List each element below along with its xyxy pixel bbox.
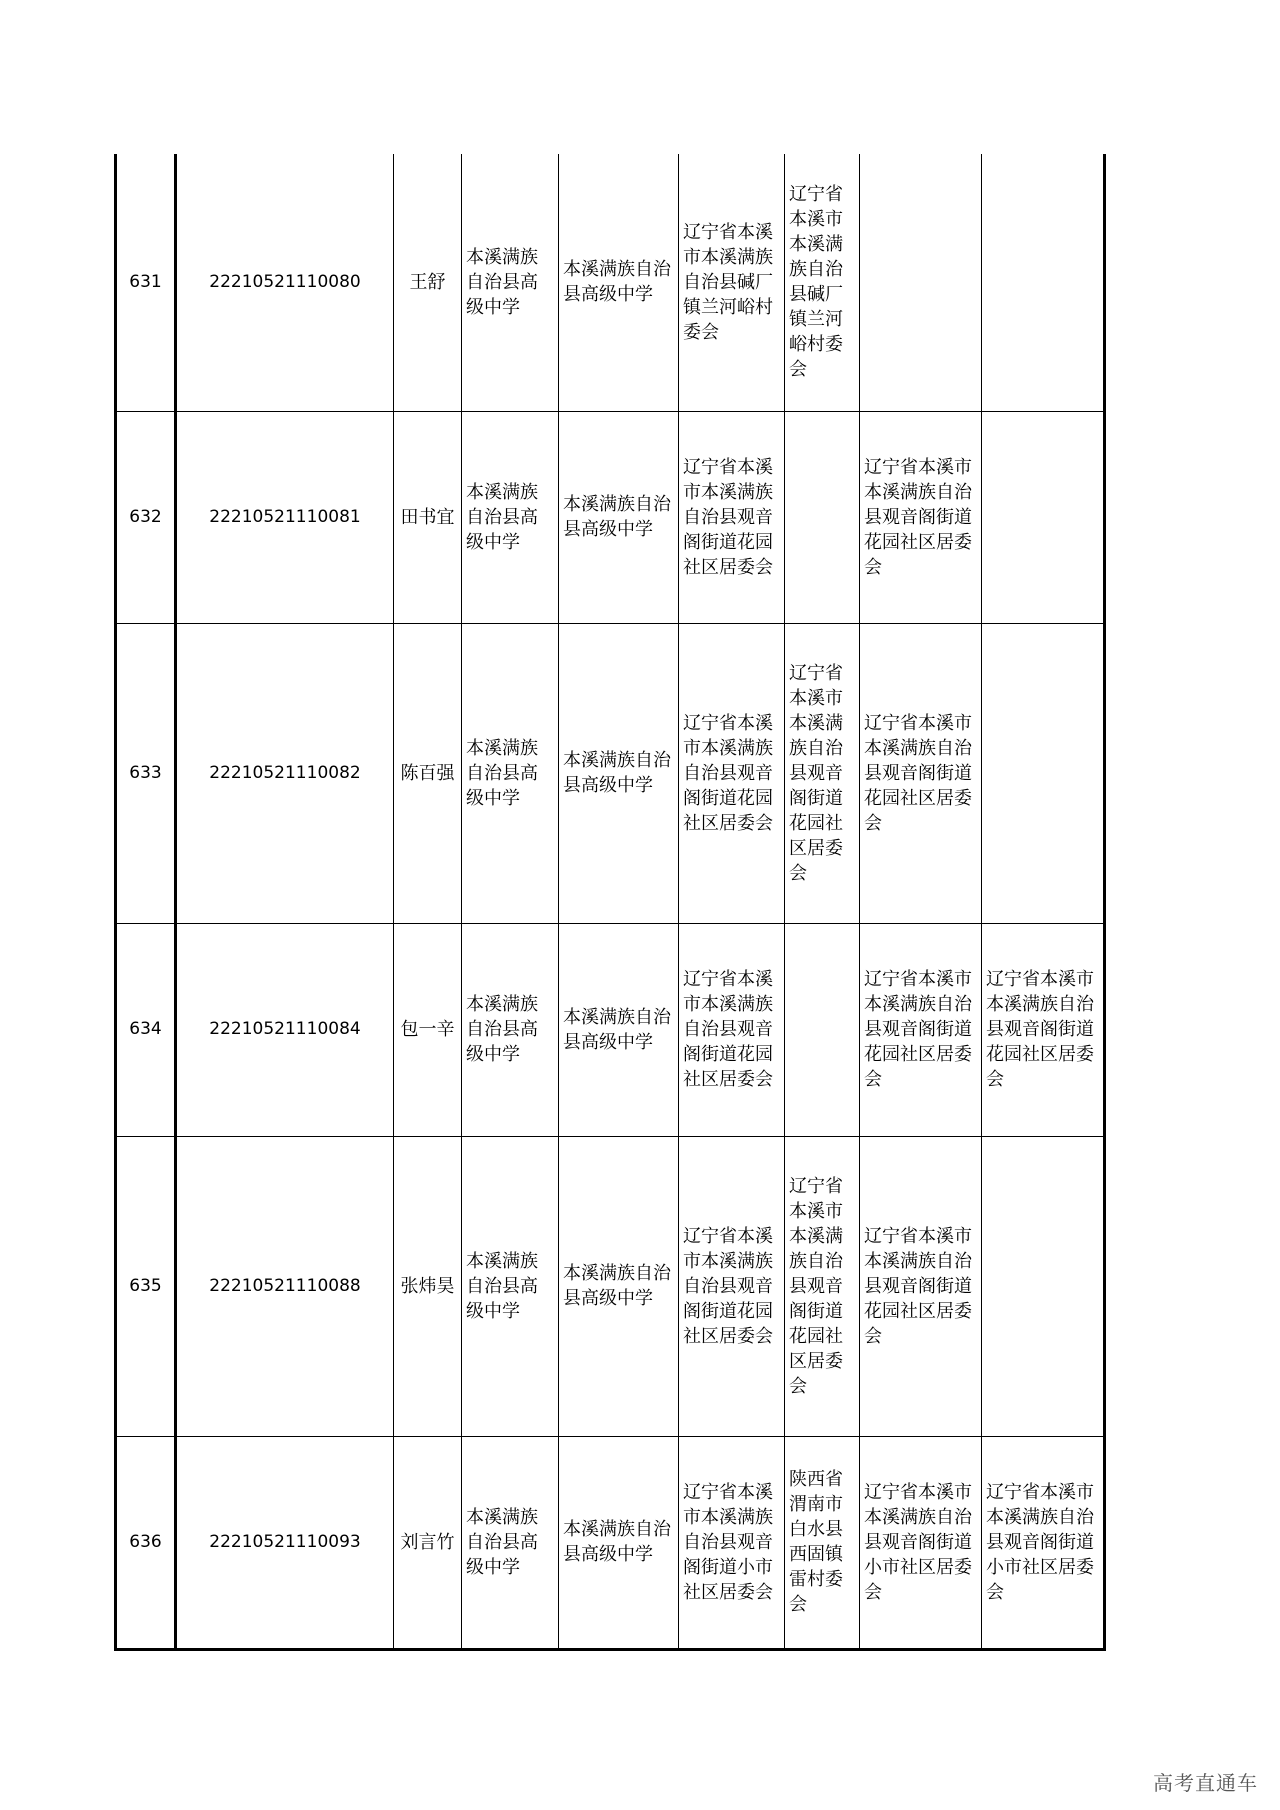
school-cell: 本溪满族自治县高级中学 [462,1436,559,1649]
table-row [116,1136,1105,1436]
address-cell-7: 辽宁省本溪市本溪满族自治县观音阁街道花园社区居委会 [860,623,982,923]
address-cell-7 [860,154,982,411]
table-row [116,154,1105,411]
exam-no-cell: 22210521110088 [176,1136,394,1436]
table-row [116,923,1105,1136]
watermark-text: 高考直通车 [1153,1771,1258,1795]
roster-table [114,154,1106,1651]
graduated-school-cell: 本溪满族自治县高级中学 [559,1136,679,1436]
exam-no-cell: 22210521110081 [176,411,394,623]
household-address-cell: 辽宁省本溪市本溪满族自治县碱厂镇兰河峪村委会 [679,154,785,411]
graduated-school-cell: 本溪满族自治县高级中学 [559,411,679,623]
exam-no-cell: 22210521110080 [176,154,394,411]
address-cell-8 [982,411,1105,623]
household-address-cell: 辽宁省本溪市本溪满族自治县观音阁街道小市社区居委会 [679,1436,785,1649]
address-cell-6: 陕西省渭南市白水县西固镇雷村委会 [785,1436,860,1649]
address-cell-6: 辽宁省本溪市本溪满族自治县碱厂镇兰河峪村委会 [785,154,860,411]
seq-cell: 633 [116,623,176,923]
address-cell-6: 辽宁省本溪市本溪满族自治县观音阁街道花园社区居委会 [785,1136,860,1436]
name-cell: 田书宜 [394,411,462,623]
address-cell-7: 辽宁省本溪市本溪满族自治县观音阁街道花园社区居委会 [860,411,982,623]
household-address-cell: 辽宁省本溪市本溪满族自治县观音阁街道花园社区居委会 [679,411,785,623]
graduated-school-cell: 本溪满族自治县高级中学 [559,1436,679,1649]
address-cell-6 [785,411,860,623]
seq-cell: 636 [116,1436,176,1649]
address-cell-7: 辽宁省本溪市本溪满族自治县观音阁街道花园社区居委会 [860,923,982,1136]
address-cell-8 [982,623,1105,923]
seq-cell: 632 [116,411,176,623]
graduated-school-cell: 本溪满族自治县高级中学 [559,623,679,923]
school-cell: 本溪满族自治县高级中学 [462,411,559,623]
household-address-cell: 辽宁省本溪市本溪满族自治县观音阁街道花园社区居委会 [679,1136,785,1436]
household-address-cell: 辽宁省本溪市本溪满族自治县观音阁街道花园社区居委会 [679,623,785,923]
exam-no-cell: 22210521110093 [176,1436,394,1649]
seq-cell: 635 [116,1136,176,1436]
school-cell: 本溪满族自治县高级中学 [462,1136,559,1436]
address-cell-8 [982,154,1105,411]
address-cell-6 [785,923,860,1136]
address-cell-7: 辽宁省本溪市本溪满族自治县观音阁街道小市社区居委会 [860,1436,982,1649]
address-cell-8: 辽宁省本溪市本溪满族自治县观音阁街道花园社区居委会 [982,923,1105,1136]
name-cell: 包一辛 [394,923,462,1136]
table-row [116,1436,1105,1649]
graduated-school-cell: 本溪满族自治县高级中学 [559,154,679,411]
school-cell: 本溪满族自治县高级中学 [462,154,559,411]
exam-no-cell: 22210521110082 [176,623,394,923]
seq-cell: 634 [116,923,176,1136]
table-row [116,411,1105,623]
address-cell-8: 辽宁省本溪市本溪满族自治县观音阁街道小市社区居委会 [982,1436,1105,1649]
name-cell: 刘言竹 [394,1436,462,1649]
name-cell: 张炜昊 [394,1136,462,1436]
name-cell: 王舒 [394,154,462,411]
name-cell: 陈百强 [394,623,462,923]
school-cell: 本溪满族自治县高级中学 [462,923,559,1136]
exam-no-cell: 22210521110084 [176,923,394,1136]
table-row [116,623,1105,923]
graduated-school-cell: 本溪满族自治县高级中学 [559,923,679,1136]
school-cell: 本溪满族自治县高级中学 [462,623,559,923]
household-address-cell: 辽宁省本溪市本溪满族自治县观音阁街道花园社区居委会 [679,923,785,1136]
address-cell-7: 辽宁省本溪市本溪满族自治县观音阁街道花园社区居委会 [860,1136,982,1436]
address-cell-6: 辽宁省本溪市本溪满族自治县观音阁街道花园社区居委会 [785,623,860,923]
seq-cell: 631 [116,154,176,411]
address-cell-8 [982,1136,1105,1436]
